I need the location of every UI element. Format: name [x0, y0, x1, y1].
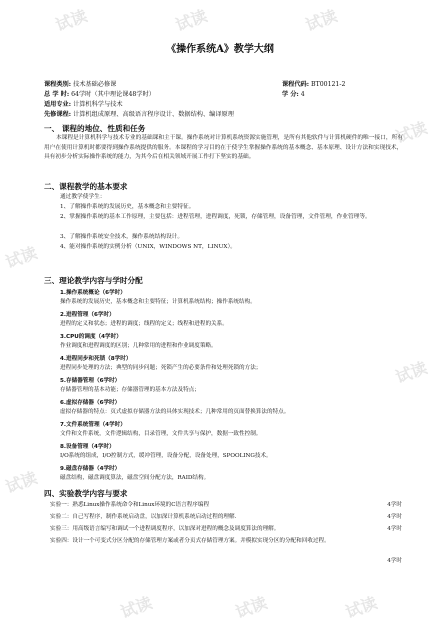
- watermark: 试读: [53, 6, 90, 35]
- topic-text: 作业调度和进程调度的区别；几种常用的进程和作业调度策略。: [60, 343, 217, 349]
- section-heading-4: 四、实验教学内容与要求: [44, 489, 128, 498]
- watermark: 试读: [3, 468, 40, 497]
- major-value: 计算机科学与技术: [73, 101, 123, 108]
- topic-text: 磁盘结构，磁盘调度算法，磁盘空间分配方法，RAID结构。: [60, 475, 210, 481]
- major-label: 适用专业:: [44, 101, 72, 108]
- topic-heading: 3.CPU的调度（4学时）: [60, 334, 122, 340]
- experiment-item: 实验四：设计一个可变式分区分配的存储管理方案或者分页式存储管理方案。并模拟实现分区的分配和回收过程。: [50, 538, 330, 544]
- credit-label: 学 分:: [282, 91, 299, 98]
- experiment-hours: 4学时: [387, 514, 402, 520]
- topic-heading: 9.磁盘存储器（4学时）: [60, 466, 121, 472]
- topic-heading: 7.文件系统管理（4学时）: [60, 422, 126, 428]
- experiment-item: 实验二：自己写程序，制作系统启动盘，以加深计算机系统启动过程的理解.: [50, 514, 237, 520]
- watermark: 试读: [343, 593, 380, 622]
- topic-text: 存储器管理的基本功能；存储器管理的基本方法及特点；: [60, 387, 200, 393]
- topic-text: 进程同步处理的方法；典型的同步问题；死锁产生的必要条件和处理死锁的方法；: [60, 365, 262, 371]
- watermark: 试读: [233, 593, 270, 622]
- topic-heading: 5.存储器管理（6学时）: [60, 378, 121, 384]
- topic-heading: 4.进程同步和死锁（8学时）: [60, 356, 132, 362]
- hours-value: 64学时（其中理论课48学时）: [71, 91, 155, 98]
- topic-text: 文件和文件系统，文件逻辑结构，目录管理，文件共享与保护，数据一致性控制。: [60, 431, 262, 437]
- list-item: 2、掌握操作系统的基本工作原理，主要包括：进程管理，进程调度，死锁，存储管理，设备管理，文件管理，作业管理等。: [60, 214, 371, 220]
- category-value: 技术基础必修课: [73, 81, 117, 88]
- watermark: 试读: [3, 243, 40, 272]
- info-prereq: [44, 110, 234, 120]
- section-heading-1: 一、 课程的地位、性质和任务: [44, 124, 146, 133]
- experiment-item: 实验三：用高级语言编写和调试一个进程调度程序，以加深对进程的概念及调度算法的理解。: [50, 526, 280, 532]
- section-heading-3: 三、理论教学内容与学时分配: [44, 276, 143, 285]
- list-item: 4、能对操作系统的实例分析（UNIX，WINDOWS NT，LINUX）。: [60, 244, 236, 250]
- watermark: 试读: [303, 6, 340, 35]
- hours-label: 总 学 时:: [44, 91, 70, 98]
- code-value: BT00121-2: [311, 81, 346, 88]
- topic-text: 虚拟存储器的特点：页式虚拟存储器方法的具体实现技术；几种常用的页面替换算法的特点。: [60, 409, 290, 415]
- prereq-value: 计算机组成原理、高级语言程序设计、数据结构、编译原理: [73, 111, 234, 118]
- section-2-intro: 通过教学使学生：: [60, 194, 106, 200]
- topic-text: 操作系统的发展历史，基本概念和主要特征；计算机系统结构；操作系统结构。: [60, 299, 256, 305]
- experiment-hours: 4学时: [387, 558, 402, 564]
- watermark: 试读: [118, 593, 155, 622]
- topic-heading: 2.进程管理（6学时）: [60, 312, 115, 318]
- topic-heading: 8.设备管理（4学时）: [60, 444, 115, 450]
- info-hours: [44, 90, 155, 100]
- credit-value: 4: [300, 91, 305, 98]
- category-label: 课程类别:: [44, 81, 72, 88]
- experiment-hours: 4学时: [387, 526, 402, 532]
- list-item: 3、了解操作系统安全技术，操作系统结构设计。: [60, 234, 184, 240]
- topic-heading: 1.操作系统概论（6学时）: [60, 290, 126, 296]
- section-heading-2: 二、课程教学的基本要求: [44, 182, 128, 191]
- info-category: [44, 80, 116, 90]
- topic-text: I/O系统的组成，I/O控制方式，缓冲管理，设备分配，设备处理，SPOOLING技术。: [60, 453, 272, 459]
- page-title: 《操作系统A》教学大纲: [166, 44, 274, 55]
- topic-text: 进程的定义和状态；进程的调度；线程的定义；线程和进程的关系。: [60, 321, 228, 327]
- watermark: 试读: [393, 358, 430, 387]
- watermark: 试读: [393, 118, 430, 147]
- info-credit: [282, 90, 305, 100]
- code-label: 课程代码:: [282, 81, 310, 88]
- info-code: [282, 80, 345, 90]
- section-1-text: 本课程是计算机科学与技术专业的基础课和主干课。操作系统对计算机系统资源实施管理，是所有其他软件与计算机硬件的唯一接口，所有用户在使用计算机时都要得到操作系统提供的服务。本课程的学习目的在于使学生掌握操作系统的基本概念、基本原理、设计方法和实现技术，具有初步分析实际操作系统的能力，为其今后在相关领域开展工作打下坚实的基础。: [44, 135, 403, 161]
- experiment-hours: 4学时: [387, 502, 402, 508]
- topic-heading: 6.虚拟存储器（6学时）: [60, 400, 121, 406]
- watermark: 试读: [173, 6, 210, 35]
- list-item: 1、了解操作系统的发展历史，基本概念和主要特征。: [60, 204, 195, 210]
- prereq-label: 先修课程:: [44, 111, 72, 118]
- experiment-item: 实验一：熟悉Linux操作系统命令和Linux环境的C语言程序编程: [50, 502, 210, 508]
- info-major: [44, 100, 123, 110]
